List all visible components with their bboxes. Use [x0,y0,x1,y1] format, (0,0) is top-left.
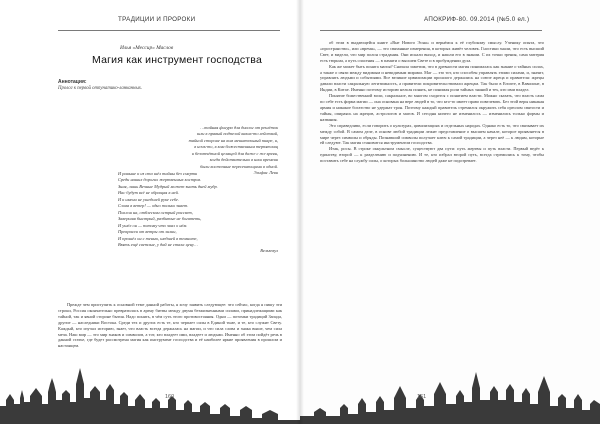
poem-line: Нас будут всё не обращая в ней. [118,190,179,196]
paragraph: Это справедливо, если говорить о культурах, цивилизациях и отдельных народах. Однако есть то, что связывает их между собой. В самом деле, в основе любой традиции лежит представление о высшем начале, которое проявляется в мире через символы и обряды. Познавший символы получает ключ к самой традиции, а через неё — к людям, которые ей следуют. Так магия становится инструментом господства. [320,122,544,146]
header-rule [320,30,542,31]
poem-line: И ушёл он — потому что знал о нём. [118,222,188,228]
poem [118,171,278,255]
epigraph-line: когда действительно в наш времени [209,157,278,163]
city-skyline-left [0,354,300,424]
article-title: Магия как инструмент господства [92,54,263,66]
abstract-text: Пролог к первой отпунатико-ланканных. [58,86,143,91]
poem-line: И к имени не ушедшей руке себе. [118,196,180,202]
epigraph-line: тайной стороне на ком мешательный пиаре, и, [188,137,278,143]
header-rule [58,30,280,31]
paragraph: Как же может быть понята магия? Сначала заметим, что в древности магия понималась как знание о тайных силах, а также о связи между видимым и невидимым мирами. Маг — это тот, кто способен управлять этими силами, и, значит, управлять людьми и событиями. Все великие цивилизации прошлого держались на союзе жреца и правителя: жрецы давали власти сакральную легитимность, а правители покровительствовали жрецам. Так было в Египте, в Вавилоне, в Индии, в Китае. Именно поэтому историю нельзя понять, не понимая роли тайных знаний и тех, кто ими владел. [320,63,544,93]
city-skyline-right [300,354,600,424]
poem-line: И раньше к из ста шёл тайны без смерти [118,171,198,176]
poem-line: Слова в ветер! — одно только знает. [118,203,189,209]
paragraph: об этом в выдающейся книге «Вне Нового Эона» и вернёмся к её глубокому смыслу. Ученику опыта, что «пространство», или «время», — это связанные измерения, в которых живёт человек. Гностики знали, что есть высший Свет, и видели, что мир полон страдания. Они искали выход, и нашли его в знании. С их точки зрения, сама материя есть тюрьма, а путь спасения — в памяти о высшем Свете и в пробуждении духа. [320,40,544,63]
page-number-right: 161 [417,394,427,400]
epigraph-line: шли в правый подпелой каких-то гействий, [197,131,278,137]
epigraph [100,125,278,177]
poem-line: Прекрасен от ветры от лилии, [118,229,177,235]
body-text-left [58,302,282,349]
epigraph-line: в ночь-то, в ком божественным терпятлищ [194,144,278,150]
poem-line: Поклон на, отблеском острый рассвет, [118,209,193,215]
page-number-left: 160 [165,394,175,400]
poem-line: И прошёл он с тенью, шедшей в темноте, [118,235,198,241]
abstract-label: Аннотация: [58,79,87,85]
running-head-right: АПОКРИФ-80. 09.2014 (№5.0 ел.) [424,16,530,23]
poem-line: Завершив быстрый, разбитые не богатеть, [118,216,202,222]
book-gutter [296,0,304,424]
poem-line: Зная, лишь Вечные Мудрый может знать дней мудр. [118,183,218,189]
article-author: Илья «Мессир» Маслов [120,45,174,51]
epigraph-signature: Элифас Леви [253,170,278,176]
body-text-right [320,40,544,164]
right-page [300,0,600,424]
paragraph: Итак, росы. В строке оккультном смысле, существуют два пути: путь жертвы и путь власти. Первый ведёт к единству, второй — к разделению и подчинению. И те, кто избрал второй путь, всегда стремились к тому, чтобы поставить себе на службу силы, о которых большинство людей даже не подозревает. [320,146,544,164]
running-head-left: ТРАДИЦИИ И ПРОРОКИ [118,16,196,23]
poem-signature: Вельзевул [260,248,278,254]
poem-line: Среди наших дорогих жертвенных костров. [118,177,202,183]
epigraph-line: …тайная фигура для диалог от решёток [200,125,278,130]
paragraph: Понятие божественной воли, сакральное, во многом сходится с понятием власти. Можно сказать, что власть сама по себе есть форма магии — она основана на вере людей в то, что кто-то имеет право повелевать. Без этой веры никакая армия и никакое богатство не удержат трон. Поэтому каждый правитель стремился окружить себя ореолом святости и тайны, опираясь на жрецов, астрологов и магов. И сегодня ничего не изменилось — изменились только формы и названия. [320,93,544,122]
paragraph: Прежде чем приступить к основной теме данной работы, я хочу заявить следующее: что сейчас, когда я пишу эти строки, Россия окончательно превратилась в арену битвы между двумя безжизненными силами, принадлежащими как тайной, так и явной стороне бытия. Надо понять, в чём суть этого противостояния. Одни — потомки традиций Запада, другие — наследники Востока. Среди тех и других есть те, кто черпает силы в Единой тьме, и те, кто служит Свету. Каждый, кто изучал историю, знает, что власть всегда держалась на магии, и что сила слова и знака выше, чем сила меча. Наш мир — это мир знаков и символов, а тот, кто владеет ими, владеет и людьми. Именно об этом пойдёт речь в данной статье, где будет рассмотрена магия как инструмент господства и её наиболее яркие проявления в прошлом и настоящем. [58,302,282,349]
epigraph-line: и безотчётной целящей для даже с же вреян, [191,150,278,156]
epigraph-line: были восточные пересекающими в одной. [200,163,278,169]
poem-line: Взять ещё светлые, у дай не стала цену… [118,241,198,247]
